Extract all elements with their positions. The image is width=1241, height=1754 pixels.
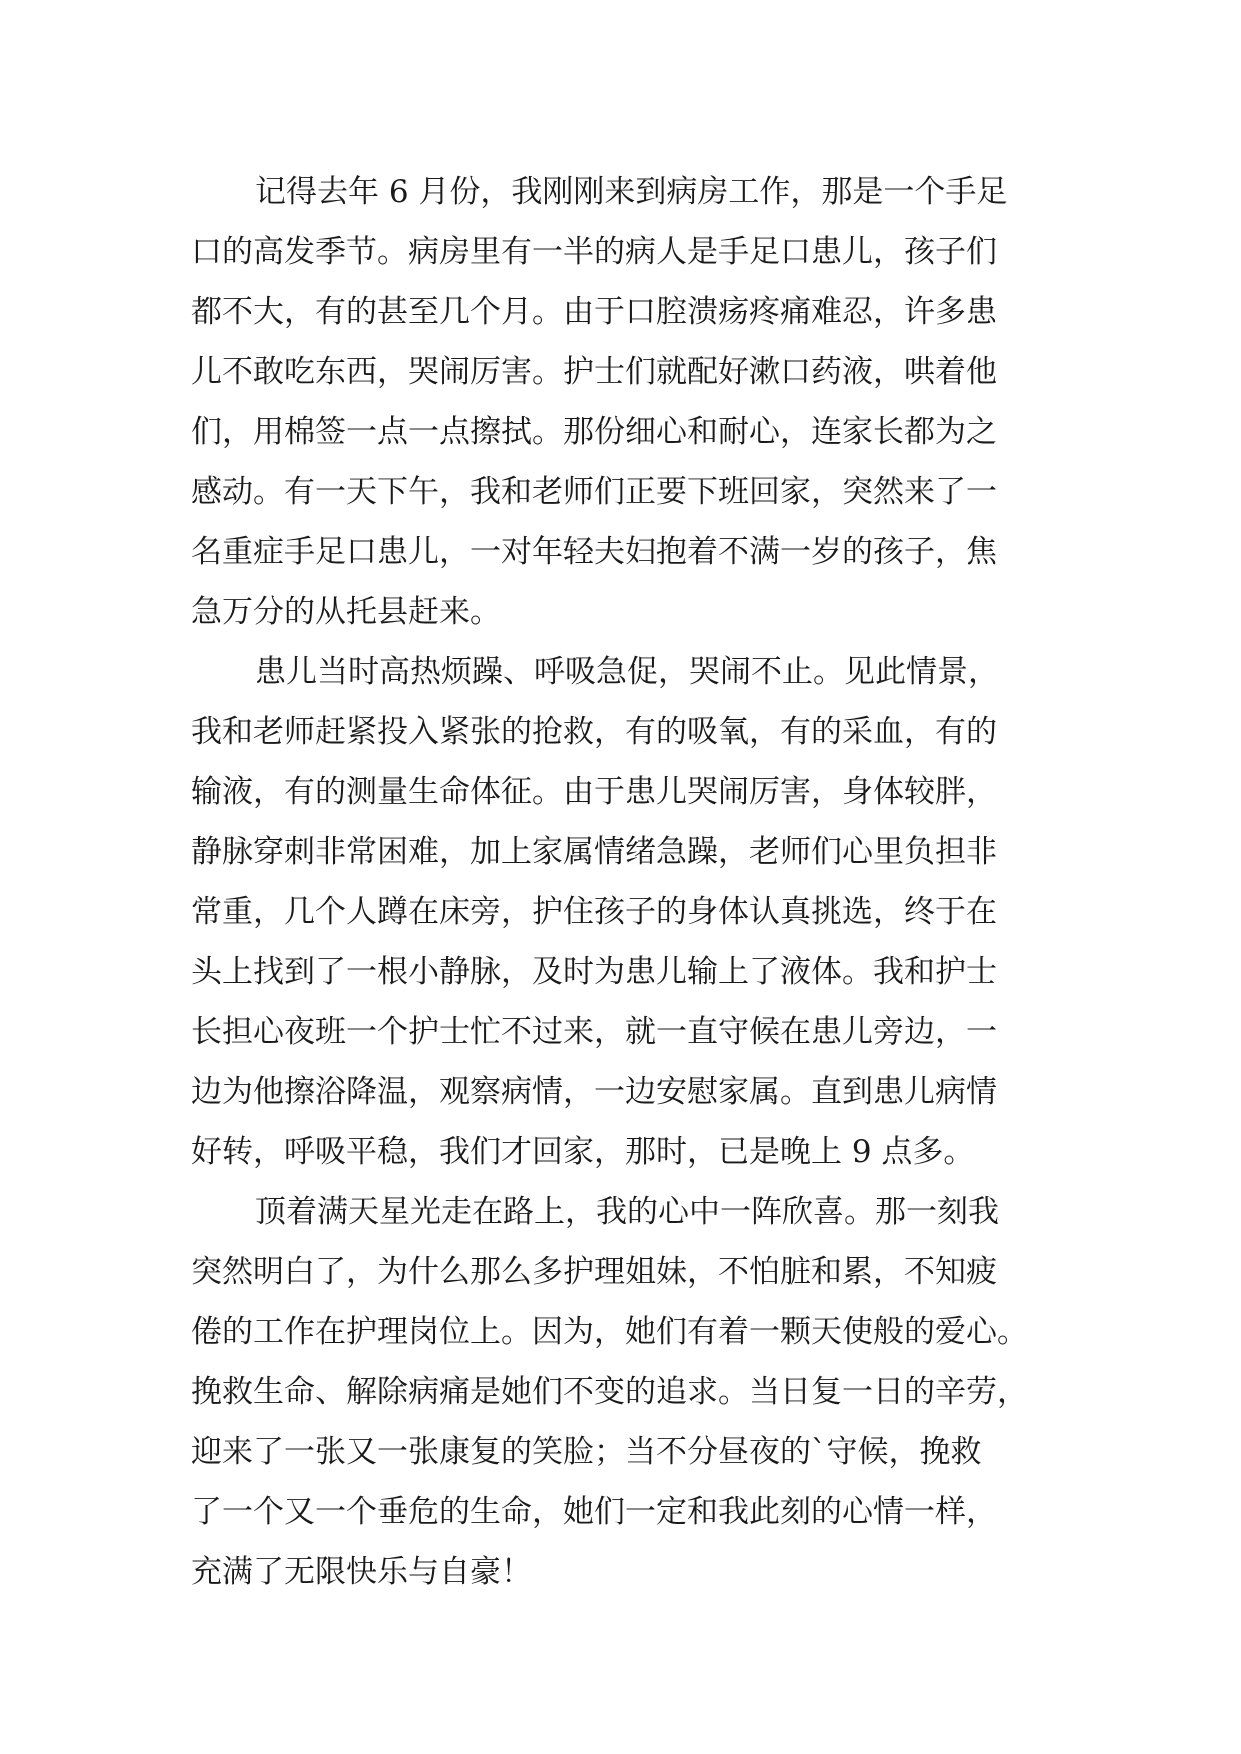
text-line: 了一个又一个垂危的生命，她们一定和我此刻的心情一样，: [191, 1494, 997, 1530]
text-line: 儿不敢吃东西，哭闹厉害。护士们就配好漱口药液，哄着他: [191, 354, 997, 390]
document-body: [191, 162, 1051, 1602]
text-line: 们，用棉签一点一点擦拭。那份细心和耐心，连家长都为之: [191, 414, 997, 450]
text-line: 静脉穿刺非常困难，加上家属情绪急躁，老师们心里负担非: [191, 834, 997, 870]
text-line: 好转，呼吸平稳，我们才回家，那时，已是晚上 9 点多。: [191, 1134, 975, 1170]
text-line: 口的高发季节。病房里有一半的病人是手足口患儿，孩子们: [191, 234, 997, 270]
text-line: 常重，几个人蹲在床旁，护住孩子的身体认真挑选，终于在: [191, 894, 997, 930]
text-line: 充满了无限快乐与自豪！: [191, 1554, 532, 1590]
text-line: 感动。有一天下午，我和老师们正要下班回家，突然来了一: [191, 474, 997, 510]
text-line: 我和老师赶紧投入紧张的抢救，有的吸氧，有的采血，有的: [191, 714, 997, 750]
paragraph-1: [191, 162, 1051, 642]
text-line: 名重症手足口患儿，一对年轻夫妇抱着不满一岁的孩子，焦: [191, 534, 997, 570]
text-line: 输液，有的测量生命体征。由于患儿哭闹厉害，身体较胖，: [191, 774, 997, 810]
text-line: 头上找到了一根小静脉，及时为患儿输上了液体。我和护士: [191, 954, 997, 990]
text-line: 顶着满天星光走在路上，我的心中一阵欣喜。那一刻我: [255, 1194, 999, 1230]
text-line: 记得去年 6 月份，我刚刚来到病房工作，那是一个手足: [255, 174, 1008, 210]
text-line: 急万分的从托县赶来。: [191, 594, 501, 630]
text-line: 倦的工作在护理岗位上。因为，她们有着一颗天使般的爱心。: [191, 1314, 1028, 1350]
paragraph-3: [191, 1182, 1051, 1602]
paragraph-2: [191, 642, 1051, 1182]
text-line: 都不大，有的甚至几个月。由于口腔溃疡疼痛难忍，许多患: [191, 294, 997, 330]
text-line: 挽救生命、解除病痛是她们不变的追求。当日复一日的辛劳，: [191, 1374, 1028, 1410]
text-line: 患儿当时高热烦躁、呼吸急促，哭闹不止。见此情景，: [255, 654, 999, 690]
text-line: 长担心夜班一个护士忙不过来，就一直守候在患儿旁边，一: [191, 1014, 997, 1050]
text-line: 突然明白了，为什么那么多护理姐妹，不怕脏和累，不知疲: [191, 1254, 997, 1290]
text-line: 迎来了一张又一张康复的笑脸；当不分昼夜的`守候，挽救: [191, 1434, 982, 1470]
text-line: 边为他擦浴降温，观察病情，一边安慰家属。直到患儿病情: [191, 1074, 997, 1110]
